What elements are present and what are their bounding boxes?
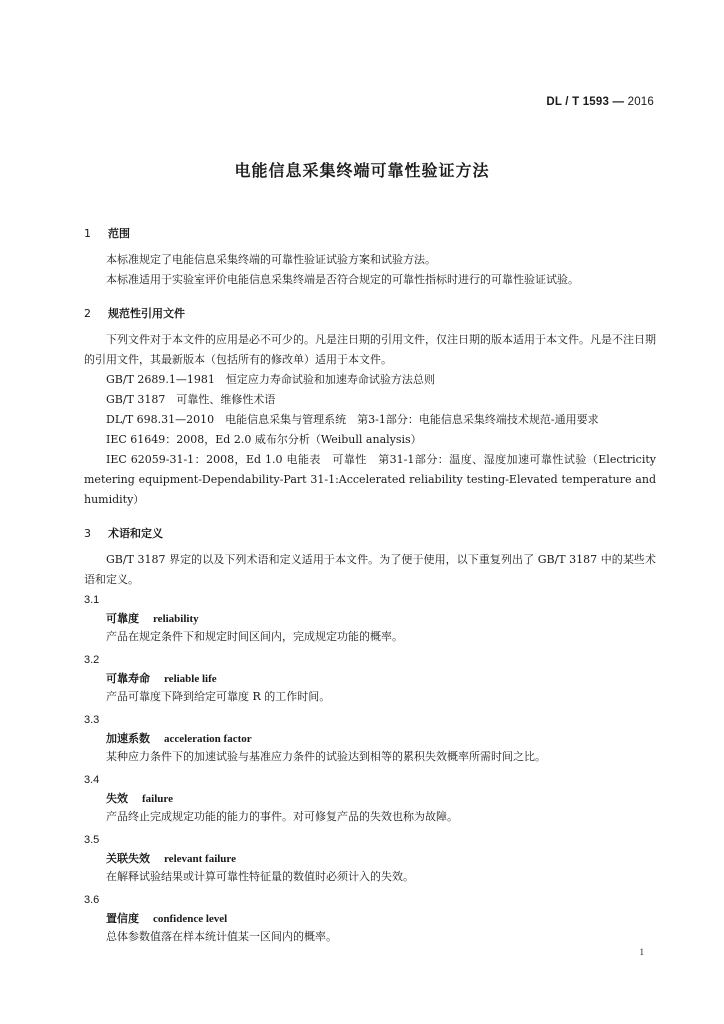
section-heading-scope — [84, 224, 656, 244]
document-title: 电能信息采集终端可靠性验证方法 — [234, 161, 490, 180]
term-number: 3.2 — [84, 654, 100, 666]
section-heading-normative-references — [84, 304, 656, 324]
term-name-en: reliability — [153, 613, 199, 625]
term-name — [84, 610, 656, 628]
term-name-zh: 可靠寿命 — [106, 672, 150, 685]
term-name-zh: 关联失效 — [106, 852, 150, 865]
section-heading-terms — [84, 524, 656, 544]
term-number: 3.5 — [84, 834, 100, 846]
section-title: 范围 — [108, 227, 130, 240]
section-number: 2 — [84, 307, 91, 320]
standard-year: 2016 — [627, 96, 654, 108]
term-number: 3.4 — [84, 774, 100, 786]
term-name-en: acceleration factor — [164, 733, 252, 745]
term-name-zh: 失效 — [106, 792, 128, 805]
term-name — [84, 670, 656, 688]
references-intro: 下列文件对于本文件的应用是必不可少的。凡是注日期的引用文件，仅注日期的版本适用于本文件。凡是不注日期的引用文件，其最新版本（包括所有的修改单）适用于本文件。 — [84, 333, 656, 366]
reference-item: IEC 61649：2008，Ed 2.0 威布尔分析（Weibull analysis） — [106, 433, 422, 446]
term-name-en: relevant failure — [164, 853, 236, 865]
term-name-en: confidence level — [153, 913, 228, 925]
document-body — [84, 224, 656, 950]
term-definition: 在解释试验结果或计算可靠性特征量的数值时必须计入的失效。 — [106, 870, 414, 883]
term-definition: 产品可靠度下降到给定可靠度 R 的工作时间。 — [106, 690, 331, 703]
terms-intro: GB/T 3187 界定的以及下列术语和定义适用于本文件。为了便于使用，以下重复列出了 GB/T 3187 中的某些术语和定义。 — [84, 553, 656, 586]
term-number: 3.1 — [84, 594, 100, 606]
scope-paragraph-1: 本标准规定了电能信息采集终端的可靠性验证试验方案和试验方法。 — [106, 253, 436, 266]
term-definition: 某种应力条件下的加速试验与基准应力条件的试验达到相等的累积失效概率所需时间之比。 — [106, 750, 546, 763]
standard-number: DL / T 1593 — [546, 96, 610, 108]
reference-item: GB/T 3187 可靠性、维修性术语 — [106, 393, 276, 406]
standard-code — [546, 96, 654, 108]
scope-paragraph-2: 本标准适用于实验室评价电能信息采集终端是否符合规定的可靠性指标时进行的可靠性验证试验。 — [106, 273, 579, 286]
term-name-zh: 加速系数 — [106, 732, 150, 745]
section-title: 术语和定义 — [108, 527, 163, 540]
term-definition: 产品终止完成规定功能的能力的事件。对可修复产品的失效也称为故障。 — [106, 810, 458, 823]
term-name-en: reliable life — [164, 673, 217, 685]
section-title: 规范性引用文件 — [108, 307, 185, 320]
page-number: 1 — [639, 947, 644, 957]
section-number: 3 — [84, 527, 91, 540]
reference-item: GB/T 2689.1—1981 恒定应力寿命试验和加速寿命试验方法总则 — [106, 373, 435, 386]
term-definition: 产品在规定条件下和规定时间区间内，完成规定功能的概率。 — [106, 630, 403, 643]
term-name-en: failure — [142, 793, 173, 805]
term-number: 3.6 — [84, 894, 100, 906]
reference-item: DL/T 698.31—2010 电能信息采集与管理系统 第3-1部分：电能信息采集终端技术规范-通用要求 — [106, 413, 599, 426]
reference-item-long: IEC 62059-31-1：2008，Ed 1.0 电能表 可靠性 第31-1部分：温度、湿度加速可靠性试验（Electricity metering equipment-Dependability-Part 31-1:Accelerated reliability testing-Elevated temperature and humidity） — [84, 453, 656, 506]
term-name — [84, 790, 656, 808]
term-name-zh: 可靠度 — [106, 612, 139, 625]
term-name — [84, 730, 656, 748]
term-name-zh: 置信度 — [106, 912, 139, 925]
term-definition: 总体参数值落在样本统计值某一区间内的概率。 — [106, 930, 337, 943]
term-name — [84, 910, 656, 928]
section-number: 1 — [84, 227, 91, 240]
dash: — — [612, 96, 628, 108]
term-name — [84, 850, 656, 868]
term-number: 3.3 — [84, 714, 100, 726]
